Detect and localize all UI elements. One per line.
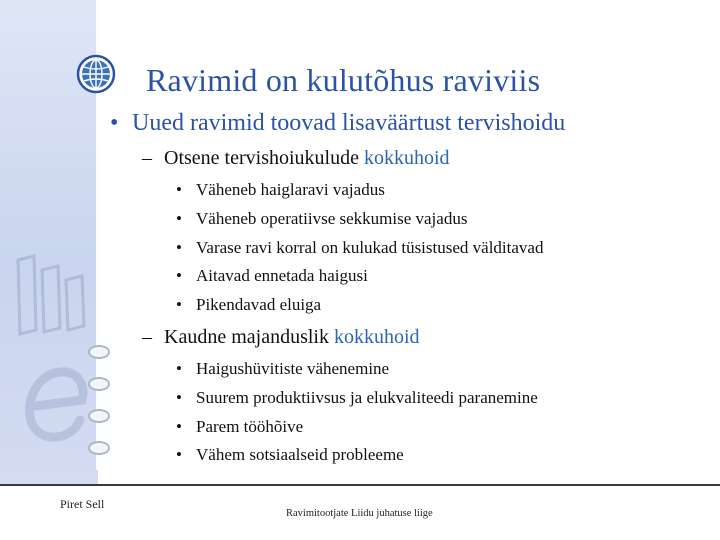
list-item-text: Suurem produktiivsus ja elukvaliteedi paranemine <box>196 387 538 407</box>
list-item <box>176 355 538 384</box>
list-item-text: Väheneb haiglaravi vajadus <box>196 180 385 199</box>
section-direct-highlight: kokkuhoid <box>363 147 450 169</box>
list-item <box>176 384 538 413</box>
footer-role: Ravimitootjate Liidu juhatuse liige <box>286 508 433 519</box>
bullet-marker: • <box>176 266 182 286</box>
footer-author: Piret Sell <box>60 497 105 511</box>
footer-divider <box>0 484 720 486</box>
list-item-text: Aitavad ennetada haigusi <box>196 266 368 286</box>
list-item-text: Haigushüvitiste vähenemine <box>196 359 390 378</box>
binder-ring <box>88 377 110 391</box>
list-item-text: Varase ravi korral on kulukad tüsistused välditavad <box>196 237 544 257</box>
binder-rings <box>88 345 112 465</box>
section-indirect-highlight: kokkuhoid <box>333 326 420 348</box>
section-indirect-text: Kaudne majanduslik <box>164 326 329 348</box>
bullet-marker: • <box>176 359 182 378</box>
decorative-letter-e <box>22 360 92 450</box>
list-item <box>176 413 538 442</box>
binder-ring <box>88 441 110 455</box>
section-direct-heading <box>142 147 450 170</box>
slide-title: Ravimid on kulutõhus raviviis <box>146 62 541 98</box>
list-item <box>176 291 543 320</box>
bullet-marker: • <box>176 180 182 199</box>
decorative-lines <box>12 250 96 340</box>
bullet-marker: • <box>176 445 182 465</box>
direct-savings-list <box>176 176 543 320</box>
bullet-marker: • <box>176 208 182 228</box>
dash-marker: – <box>142 147 152 169</box>
list-item-text: Pikendavad eluiga <box>196 295 322 315</box>
binder-ring <box>88 345 110 359</box>
dash-marker: – <box>142 326 152 348</box>
list-item <box>176 176 543 205</box>
bullet-marker: • <box>176 387 182 407</box>
list-item <box>176 205 543 234</box>
list-item <box>176 234 543 263</box>
globe-icon <box>76 54 116 94</box>
bullet-marker: • <box>176 416 182 436</box>
bullet-marker: • <box>176 237 182 257</box>
list-item <box>176 441 538 470</box>
section-indirect-heading <box>142 326 420 349</box>
list-item <box>176 262 543 291</box>
indirect-savings-list <box>176 355 538 470</box>
bullet-marker: • <box>110 110 119 136</box>
list-item-text: Väheneb operatiivse sekkumise vajadus <box>196 208 468 228</box>
bullet-marker: • <box>176 295 182 315</box>
list-item-text: Parem tööhõive <box>196 416 304 436</box>
main-bullet-text: Uued ravimid toovad lisaväärtust tervishoidu <box>132 110 566 136</box>
main-bullet <box>110 110 565 137</box>
section-direct-text: Otsene tervishoiukulude <box>164 147 359 169</box>
binder-ring <box>88 409 110 423</box>
list-item-text: Vähem sotsiaalseid probleeme <box>196 445 404 465</box>
